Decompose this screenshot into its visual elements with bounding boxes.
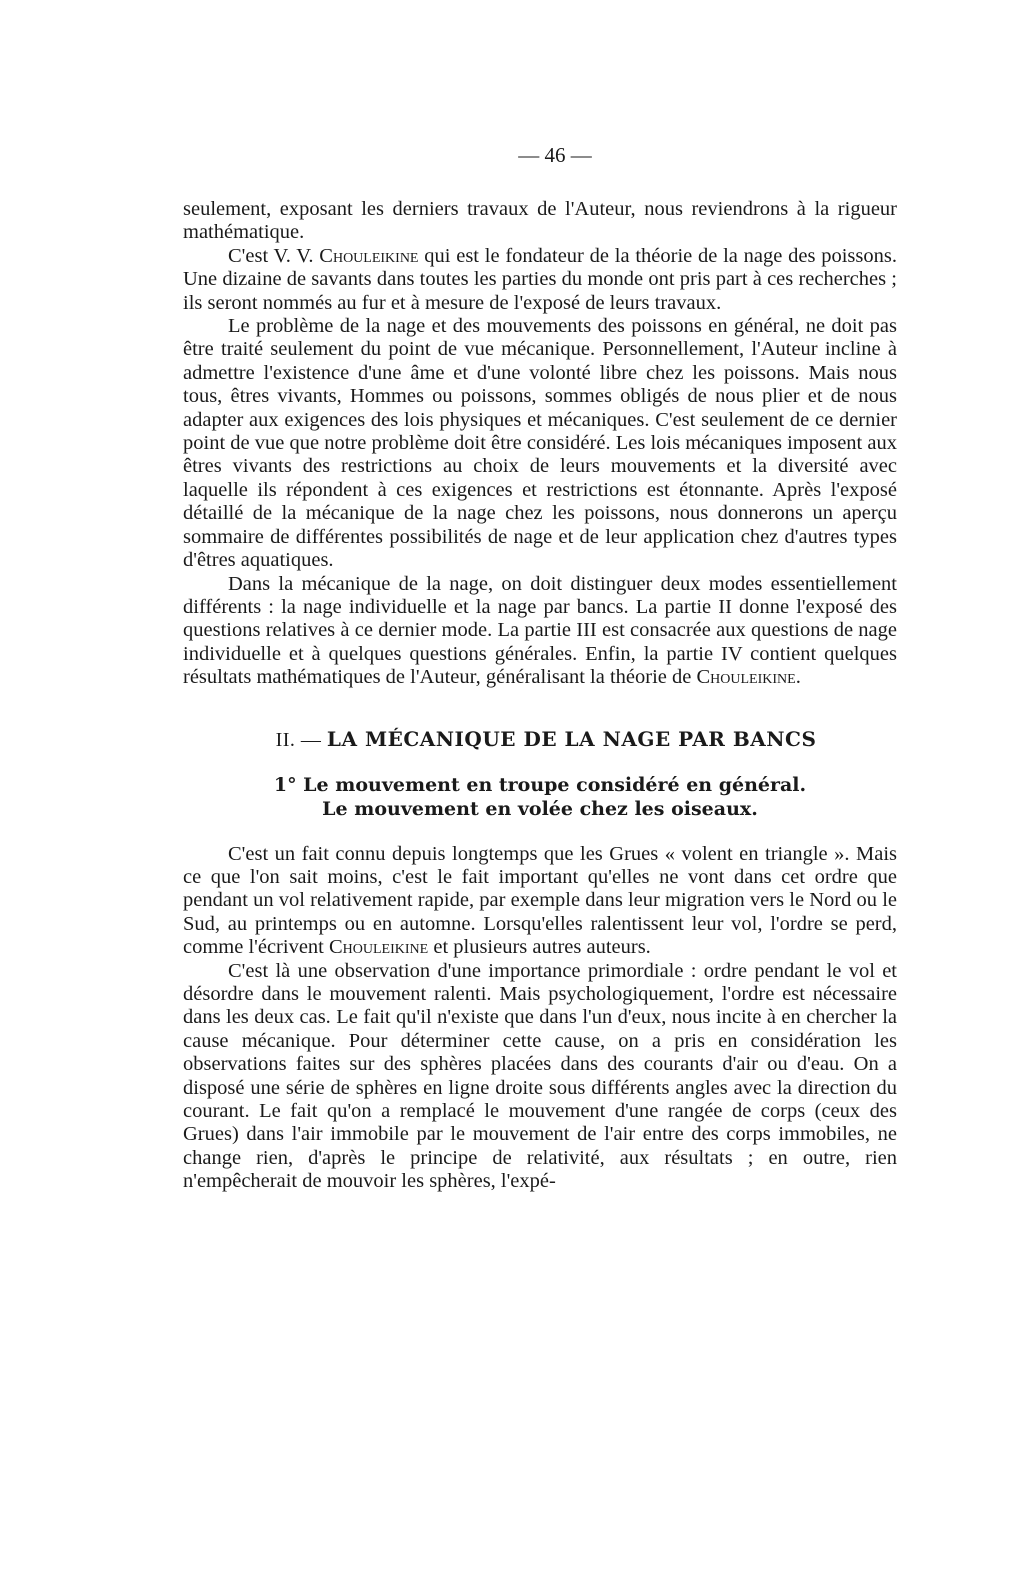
paragraph-5-text-a: C'est un fait connu depuis longtemps que les Grues « volent en triangle ». Mais ce que l'on sait moins, c'est le fait important qu'elles ne vont dans cet ordre que pendant un vol relativement rapide, par exemple dans leur migration vers le Nord ou le Sud, au printemps ou en automne. Lorsqu'elles ralentissent leur vol, l'ordre se perd, comme l'écrivent [183, 842, 897, 959]
document-page [183, 142, 897, 1194]
author-name-chouleikine: Chouleikine [319, 244, 419, 267]
subsection-line-1: 1° Le mouvement en troupe considéré en général. [273, 773, 807, 796]
section-number: II. — [275, 728, 327, 751]
paragraph-4-text-a: Dans la mécanique de la nage, on doit distinguer deux modes essentiellement différents : la nage individuelle et la nage par bancs. La partie II donne l'exposé des questions relatives à ce dernier mode. La partie III est consacrée aux questions de nage individuelle et à quelques questions générales. Enfin, la partie IV contient quelques résultats mathématiques de l'Auteur, généralisant la théorie de [183, 572, 897, 689]
section-heading [183, 726, 897, 753]
paragraph-2 [183, 245, 897, 315]
paragraph-5 [183, 843, 897, 960]
paragraph-2-text-b: qui est le fondateur de la théorie de la nage des poissons. Une dizaine de savants dans toutes les parties du monde ont pris part à ces recherches ; ils seront nommés au fur et à mesure de l'exposé de leurs travaux. [183, 244, 897, 314]
page-number: — 46 — [518, 143, 592, 167]
subsection-line-2: Le mouvement en volée chez les oiseaux. [322, 797, 758, 820]
paragraph-4-text-b: . [795, 666, 801, 689]
paragraph-4 [183, 573, 897, 690]
paragraph-5-text-b: et plusieurs autres auteurs. [428, 936, 651, 959]
author-name-chouleikine: Chouleikine [329, 936, 429, 959]
paragraph-1: seulement, exposant les derniers travaux de l'Auteur, nous reviendrons à la rigueur mathématique. [183, 198, 897, 244]
paragraph-6: C'est là une observation d'une importance primordiale : ordre pendant le vol et désordre dans le mouvement ralenti. Mais psychologiquement, l'ordre est nécessaire dans les deux cas. Le fait qu'il n'existe que dans l'un d'eux, nous incite à en chercher la cause mécanique. Pour déterminer cette cause, on a pris en considération les observations faites sur des sphères placées dans des courants d'air ou d'eau. On a disposé une série de sphères en ligne droite sous différents angles avec la direction du courant. Le fait qu'on a remplacé le mouvement d'une rangée de corps (ceux des Grues) dans l'air immobile par le mouvement de l'air entre des corps immobiles, ne change rien, d'après le principe de relativité, aux résultats ; en outre, rien n'empêcherait de mouvoir les sphères, l'expé- [183, 959, 897, 1193]
paragraph-2-text-a: C'est V. V. [228, 244, 320, 267]
paragraph-3: Le problème de la nage et des mouvements des poissons en général, ne doit pas être traité seulement du point de vue mécanique. Personnellement, l'Auteur incline à admettre l'existence d'une âme et d'une volonté libre chez les poissons. Mais nous tous, êtres vivants, Hommes ou poissons, sommes obligés de nous plier et de nous adapter aux exigences des lois physiques et mécaniques. C'est seulement de ce dernier point de vue que notre problème doit être considéré. Les lois mécaniques imposent aux êtres vivants des restrictions au choix de leurs mouvements et la diversité avec laquelle ils répondent à ces exigences et restrictions est étonnante. Après l'exposé détaillé de la mécanique de la nage chez les poissons, nous donnerons un aperçu sommaire de différentes possibilités de nage et de leur application chez d'autres types d'êtres aquatiques. [183, 315, 897, 572]
subsection-heading [183, 773, 897, 821]
section-title: LA MÉCANIQUE DE LA NAGE PAR BANCS [326, 726, 817, 751]
author-name-chouleikine: Chouleikine [696, 666, 796, 689]
